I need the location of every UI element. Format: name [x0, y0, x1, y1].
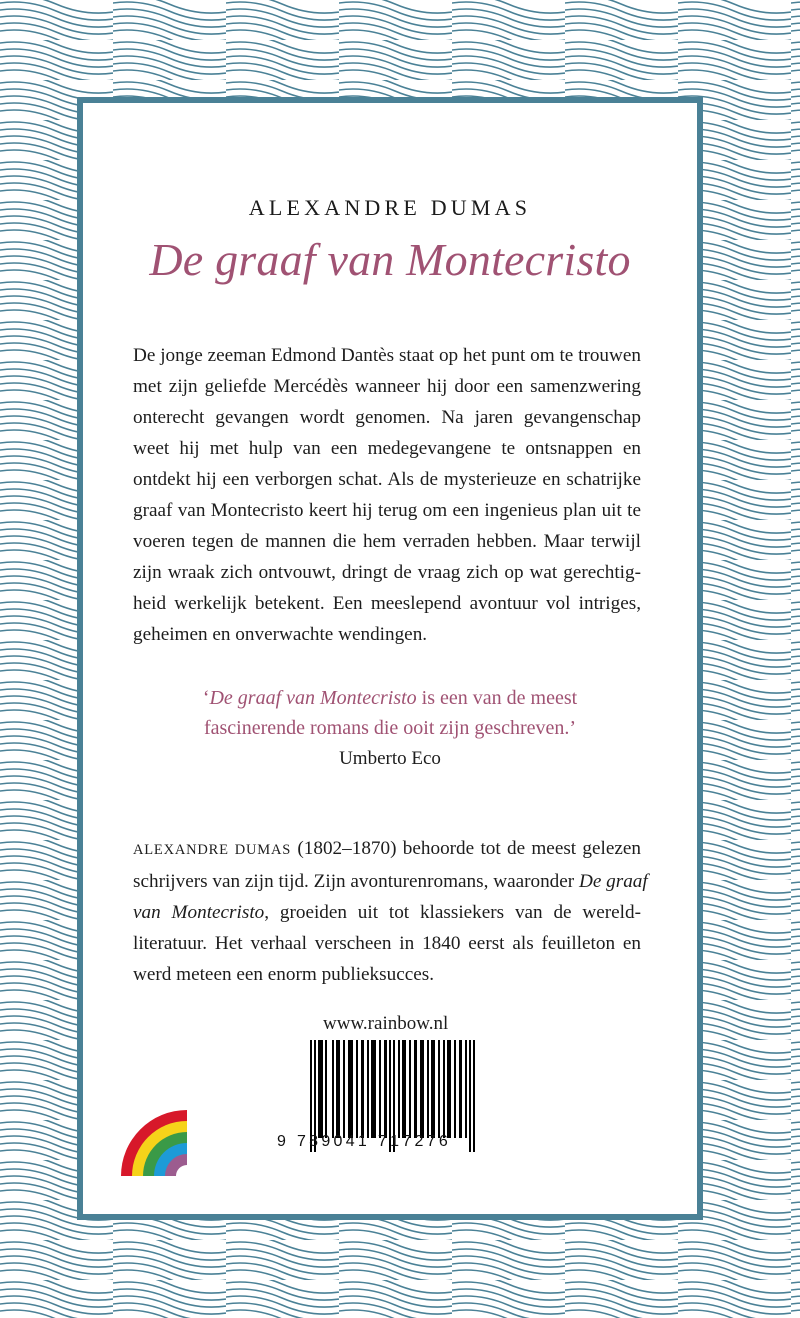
quote-line-1 — [83, 683, 697, 713]
blurb-line: met zijn geliefde Mercédès wanneer hij door een samenzwering — [133, 376, 641, 397]
book-blurb — [133, 340, 641, 650]
bio-line — [133, 866, 648, 897]
rainbow-publisher-logo — [121, 1110, 187, 1176]
quote-source: Umberto Eco — [339, 748, 441, 769]
blurb-line: ontdekt hij een verborgen schat. Als de mysterieuze en schatrijke — [133, 469, 641, 490]
blurb-line: geheimen en onverwachte wendingen. — [133, 624, 428, 645]
quote-open-mark: ‘ — [202, 687, 210, 709]
bio-text: schrijvers van zijn tijd. Zijn avonturenromans, waaronder — [133, 871, 579, 892]
quote-text: is een van de meest — [416, 687, 578, 709]
review-quote — [83, 683, 697, 743]
bio-title-italic: De graaf — [578, 871, 648, 892]
bio-line — [133, 833, 641, 866]
blurb-line: weet hij met hulp van een medegevangene te ontsnappen en — [133, 438, 641, 459]
book-title: De graaf van Montecristo — [149, 234, 631, 285]
bio-line: werd meteen een enorm publieksucces. — [133, 964, 435, 985]
isbn-number: 9 789041 717276 — [277, 1133, 452, 1150]
blurb-line: onterecht gevangen wordt genomen. Na jaren gevangenschap — [133, 407, 641, 428]
blurb-line: voeren tegen de mannen die hem verraden hebben. Maar terwijl — [133, 531, 641, 552]
bio-text: , groeiden uit tot klassiekers van de wereld- — [264, 902, 641, 923]
blurb-line: heid werkelijk betekent. Een meeslepend avontuur vol intriges, — [133, 593, 641, 614]
publisher-url: www.rainbow.nl — [323, 1013, 449, 1034]
bio-author-smallcaps: ALEXANDRE DUMAS — [133, 842, 292, 858]
blurb-line: zijn wraak zich ontvouwt, dringt de vraag zich op wat gerechtig- — [133, 562, 641, 583]
author-name: ALEXANDRE DUMAS — [248, 195, 532, 220]
bio-line: literatuur. Het verhaal verscheen in 1840 eerst als feuilleton en — [133, 933, 641, 954]
quote-line-2: fascinerende romans die ooit zijn geschreven.’ — [203, 717, 577, 739]
blurb-line: graaf van Montecristo keert hij terug om een ingenieus plan uit te — [133, 500, 641, 521]
bio-line — [133, 897, 641, 928]
author-bio — [133, 833, 648, 990]
back-cover-panel — [77, 97, 703, 1220]
bio-title-italic: van Montecristo — [133, 902, 265, 923]
quote-title-italic: De graaf van Montecristo — [209, 687, 417, 709]
blurb-line: De jonge zeeman Edmond Dantès staat op het punt om te trouwen — [133, 345, 641, 366]
bio-text: (1802–1870) behoorde tot de meest gelezen — [291, 838, 641, 859]
